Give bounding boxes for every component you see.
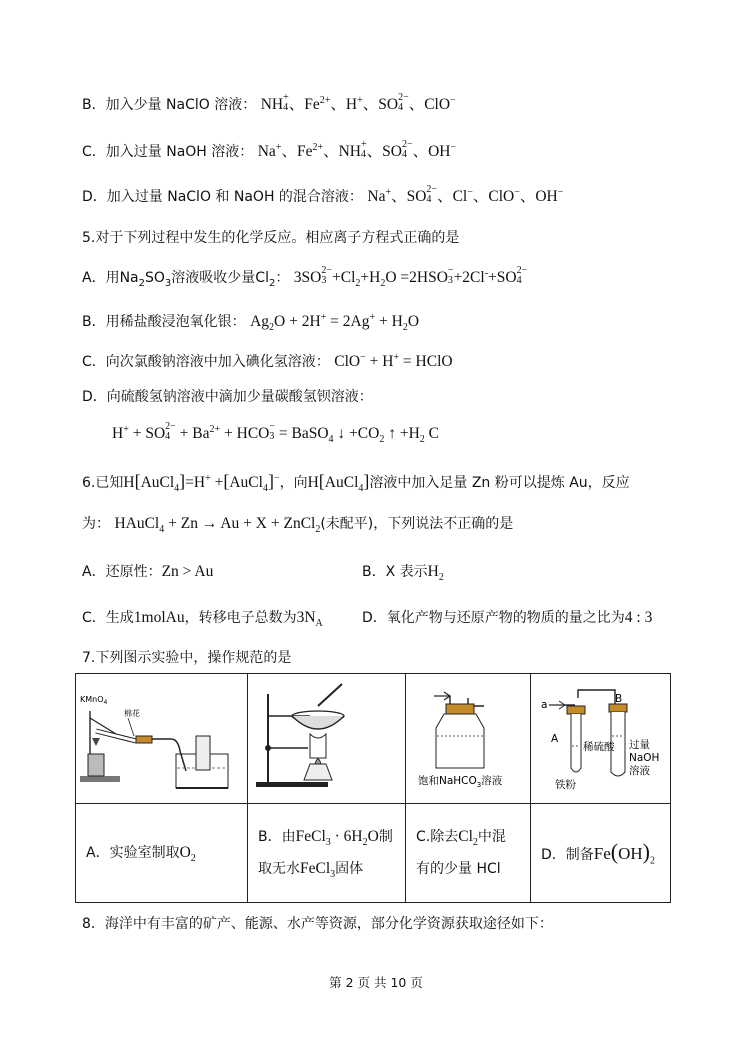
q6-stem-suffix: 溶液中加入足量 Zn 粉可以提炼 Au，反应 — [369, 475, 630, 491]
tube-b-label: B — [615, 693, 623, 705]
q5-option-a-cl2: $Cl_2$： — [255, 270, 290, 289]
q7-option-d-label: D．制备 — [541, 846, 594, 863]
q7-option-b — [248, 804, 406, 903]
dilute-sulfuric-acid-label: 稀硫酸 — [583, 741, 615, 753]
q7-option-c-label: C.除去 — [416, 829, 459, 845]
q5-option-b-label: B．用稀盐酸浸泡氧化银： — [82, 314, 246, 330]
q7-table — [75, 673, 671, 903]
q5-option-d-equation: H+ + SO 2− 4 + $Ba^{2+}$ + HCO − 3 = BaSO$_4$ ↓ $+CO_2$ ↑ $+H_2$ C — [112, 421, 439, 446]
q5-option-a-equation: 3SO 2− 3 $+Cl_2+H_2O =2HSO$ − 3 +2Cl-+SO 2− 4 — [293, 265, 528, 290]
q6-option-c-amount: 1molAu — [133, 609, 185, 626]
q7-option-b-formula: FeCl$_3$ · $6H_2O$ — [295, 828, 379, 849]
q6-line2-suffix: ，下列说法不正确的是 — [373, 516, 514, 532]
q5-option-c-label: C．向次氯酸钠溶液中加入碘化氢溶液： — [82, 354, 330, 370]
q7-figure-b-cell — [248, 674, 406, 804]
q7-option-a-formula: $O_2$ — [179, 844, 196, 865]
q4-option-c — [82, 139, 457, 162]
q5-option-c — [82, 352, 453, 372]
q7-option-c-mid: 中混 — [477, 829, 506, 845]
nahco3-solution-label: 饱和NaHCO$_3$溶液 — [418, 775, 503, 789]
excess-label: 过量 — [629, 739, 650, 751]
q4-option-c-ions: Na+、$Fe^{2+}$、NH + 4 、SO 2− 4 、OH− — [257, 139, 457, 161]
q6-unbalanced: (未配平) — [320, 516, 374, 532]
tube-a-label: A — [551, 733, 559, 745]
q5-option-b — [82, 312, 419, 332]
q6-acid: H[AuCl$_4$] — [307, 471, 370, 495]
q8-stem: 8．海洋中有丰富的矿产、能源、水产等资源，部分化学资源获取途径如下： — [82, 916, 553, 932]
q5-option-b-equation: $Ag_2O + 2H^+ = 2Ag^+ + H_2O$ — [250, 311, 420, 334]
q5-option-a-mid: 溶液吸收少量 — [171, 270, 256, 286]
q5-option-c-equation: ClO− + H+ = HClO — [334, 351, 453, 370]
q6-option-d — [362, 608, 652, 628]
q7-figure-d-cell — [531, 674, 671, 804]
gas-washing-bottle-figure — [406, 676, 527, 801]
q7-option-c — [406, 804, 531, 903]
q5-option-a — [82, 265, 528, 290]
q4-option-c-label: C．加入过量 NaOH 溶液： — [82, 144, 254, 160]
q7-option-d-formula: $Fe(OH)_2$ — [593, 838, 655, 866]
q7-option-b-line2-suffix: 固体 — [335, 861, 364, 877]
q5-option-d: D．向硫酸氢钠溶液中滴加少量碳酸氢钡溶液： — [82, 389, 373, 405]
q6-option-c — [82, 608, 323, 628]
iron-powder-label: 铁粉 — [555, 779, 576, 791]
solution-label: 溶液 — [629, 765, 650, 777]
q6-reaction: HAuCl$_4$ + Zn → Au + X + ZnCl$_2$ — [114, 515, 321, 536]
q4-option-d — [82, 184, 564, 207]
q7-option-c-line2: 有的少量 HCl — [416, 861, 501, 877]
q7-option-b-label: B．由 — [258, 829, 296, 845]
q7-option-b-line2-prefix: 取无水 — [258, 861, 300, 877]
q5-option-a-reagent: $Na_2SO_3$ — [119, 270, 172, 289]
page-footer: 第 2 页 共 10 页 — [329, 975, 423, 990]
q6-option-b-label: B．X 表示 — [362, 564, 428, 580]
tube-a-inlet-label: a — [541, 699, 548, 711]
q6-option-a-label: A．还原性： — [82, 564, 162, 580]
fe-oh2-apparatus-figure — [531, 676, 667, 801]
q5-stem: 5.对于下列过程中发生的化学反应。相应离子方程式正确的是 — [82, 230, 460, 246]
kmno4-label: KMnO$_4$ — [80, 695, 108, 706]
q4-option-b — [82, 92, 456, 115]
q6-stem-line2 — [82, 514, 513, 534]
q7-stem: 7.下列图示实验中，操作规范的是 — [82, 650, 292, 666]
q7-option-a — [76, 804, 248, 903]
q6-option-c-label: C．生成 — [82, 610, 134, 626]
q6-stem — [82, 471, 630, 493]
evaporation-apparatus-figure — [248, 676, 402, 801]
q5-option-a-label: A．用 — [82, 270, 120, 286]
naoh-label: NaOH — [629, 752, 660, 764]
q7-option-c-formula: $Cl_2$ — [458, 828, 478, 849]
q6-stem-mid: ，向 — [279, 475, 308, 491]
q4-option-b-label: B．加入少量 NaClO 溶液： — [82, 97, 257, 113]
q6-option-c-value: $3N_A$ — [296, 609, 323, 630]
q7-option-b-product: FeCl$_3$ — [300, 860, 336, 881]
q6-option-a — [82, 562, 213, 582]
cotton-label: 棉花 — [124, 709, 140, 718]
q4-option-b-ions: NH + 4 、$Fe^{2+}$、H+、SO 2− 4 、ClO− — [260, 92, 456, 114]
q6-line2-prefix: 为： — [82, 516, 110, 532]
q6-stem-prefix: 6.已知 — [82, 475, 124, 491]
q4-option-d-label: D．加入过量 NaClO 和 NaOH 的混合溶液： — [82, 189, 363, 205]
q6-option-b — [362, 562, 444, 582]
o2-generation-apparatus-figure — [76, 676, 244, 801]
q4-option-d-ions: Na+、SO 2− 4 、Cl−、ClO−、OH− — [367, 184, 564, 206]
q6-option-a-formula: Zn > Au — [161, 563, 214, 580]
q6-option-d-label: D．氧化产物与还原产物的物质的量之比为 — [362, 610, 625, 626]
q6-option-b-formula: $H_2$ — [427, 563, 444, 584]
q7-option-d — [531, 804, 671, 903]
q7-option-b-mid: 制 — [378, 829, 393, 845]
q7-figure-c-cell — [406, 674, 531, 804]
q6-equilibrium: H[AuCl$_4$]=H+ +[AuCl$_4$]− — [123, 471, 280, 495]
q7-option-a-label: A．实验室制取 — [86, 845, 180, 861]
q6-option-c-mid: ，转移电子总数为 — [184, 610, 297, 626]
q7-figure-a-cell — [76, 674, 248, 804]
q6-option-d-ratio: 4 : 3 — [624, 609, 653, 626]
